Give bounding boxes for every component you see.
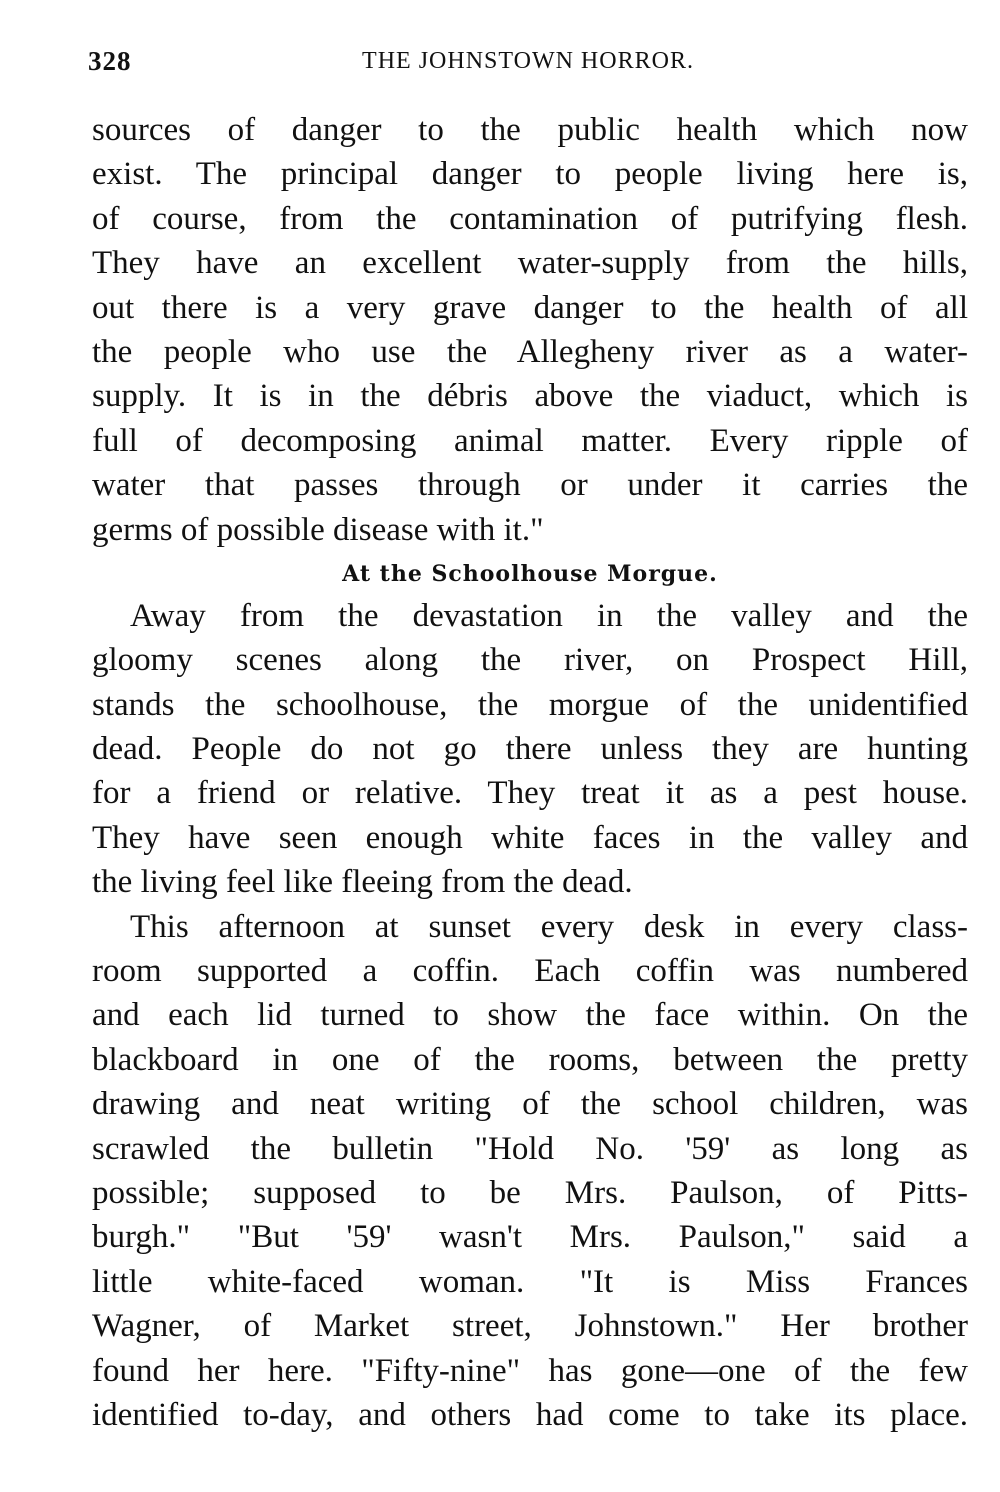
text-line: room supported a coffin. Each coffin was numbered	[92, 953, 968, 990]
text-line: Away from the devastation in the valley and the	[130, 597, 968, 634]
paragraph-1	[92, 108, 968, 552]
page-header	[88, 46, 968, 86]
text-line: This afternoon at sunset every desk in every class-	[130, 908, 968, 945]
text-line: water that passes through or under it carries the	[92, 467, 968, 504]
text-line: They have an excellent water-supply from the hills,	[92, 245, 968, 282]
text-line: gloomy scenes along the river, on Prospect Hill,	[92, 642, 968, 679]
text-line: Wagner, of Market street, Johnstown." Her brother	[92, 1308, 968, 1345]
text-line: the living feel like fleeing from the dead.	[92, 864, 633, 901]
paragraph-2	[92, 594, 968, 905]
section-heading: At the Schoolhouse Morgue.	[342, 560, 718, 587]
text-line: drawing and neat writing of the school children, was	[92, 1086, 968, 1123]
text-line: dead. People do not go there unless they are hunting	[92, 731, 968, 768]
text-line: blackboard in one of the rooms, between the pretty	[92, 1041, 968, 1078]
running-title: THE JOHNSTOWN HORROR.	[362, 48, 694, 74]
text-line: found her here. "Fifty-nine" has gone—one of the few	[92, 1352, 968, 1389]
text-line: burgh." "But '59' wasn't Mrs. Paulson," said a	[92, 1219, 968, 1256]
text-line: germs of possible disease with it."	[92, 511, 544, 548]
text-line: little white-faced woman. "It is Miss Frances	[92, 1263, 968, 1300]
text-line: sources of danger to the public health which now	[92, 112, 968, 148]
body-text	[92, 108, 968, 1437]
text-line: stands the schoolhouse, the morgue of the unidentified	[92, 686, 968, 723]
text-line: and each lid turned to show the face within. On the	[92, 997, 968, 1034]
text-line: scrawled the bulletin "Hold No. '59' as long as	[92, 1130, 968, 1167]
paragraph-3	[92, 905, 968, 1438]
text-line: identified to-day, and others had come to take its place.	[92, 1396, 968, 1433]
text-line: full of decomposing animal matter. Every ripple of	[92, 422, 968, 459]
text-line: supply. It is in the débris above the viaduct, which is	[92, 378, 968, 415]
text-line: They have seen enough white faces in the valley and	[92, 819, 968, 856]
text-line: for a friend or relative. They treat it as a pest house.	[92, 775, 968, 812]
text-line: out there is a very grave danger to the health of all	[92, 289, 968, 326]
page-number: 328	[88, 46, 132, 76]
text-line: exist. The principal danger to people living here is,	[92, 156, 968, 193]
text-line: the people who use the Allegheny river as a water-	[92, 333, 968, 370]
text-line: of course, from the contamination of putrifying flesh.	[92, 200, 968, 237]
text-line: possible; supposed to be Mrs. Paulson, of Pitts-	[92, 1174, 968, 1211]
